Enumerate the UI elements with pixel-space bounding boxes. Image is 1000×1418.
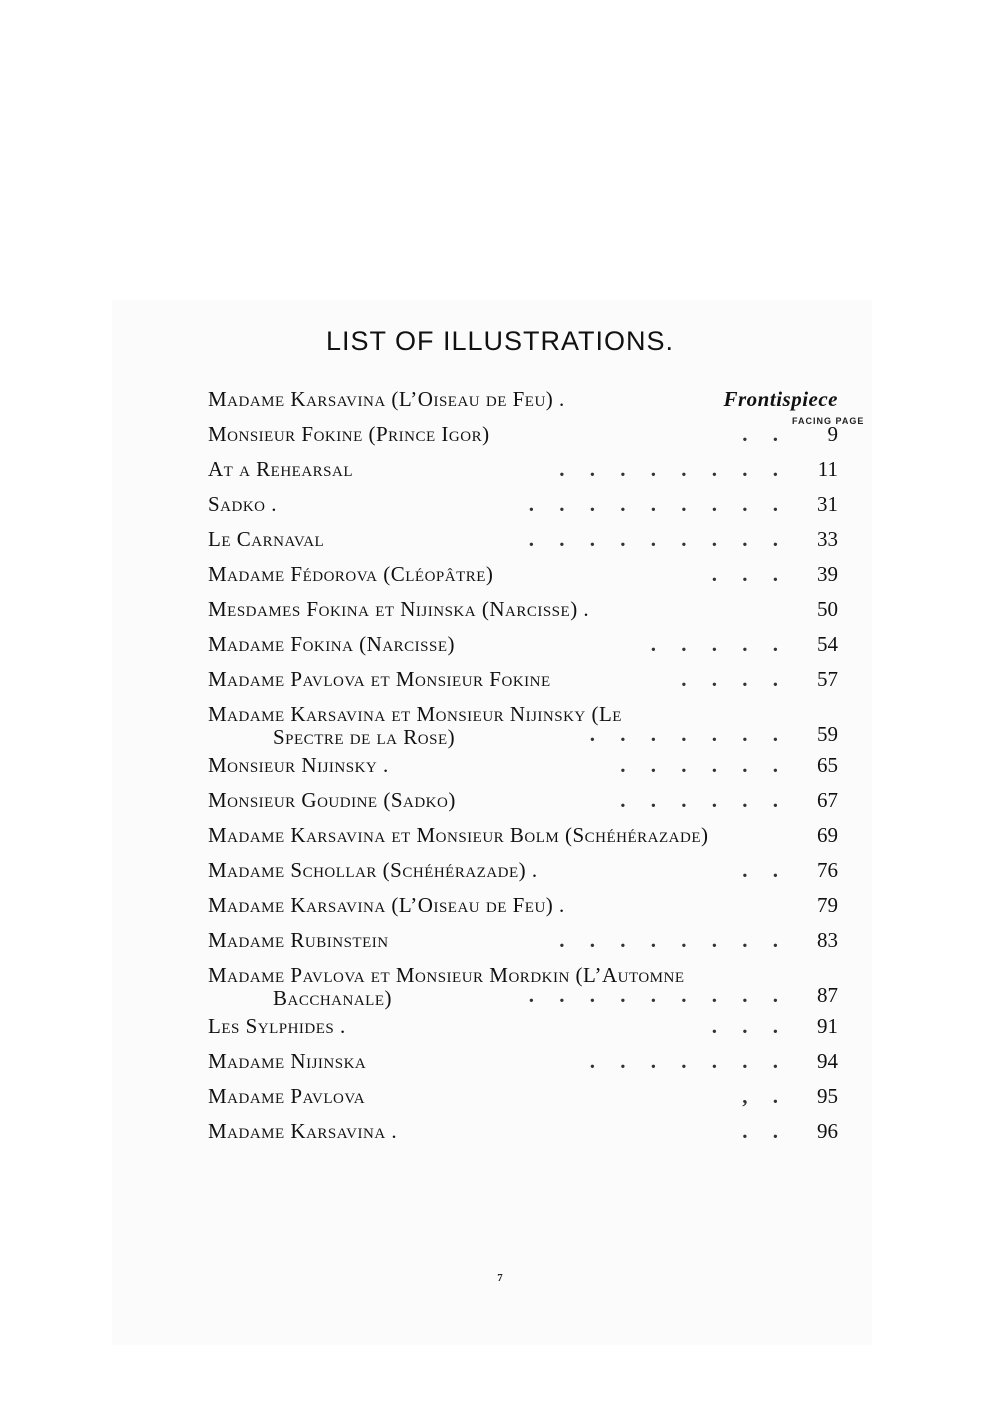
entry-title: Madame Fédorova (Cléopâtre) — [208, 562, 494, 586]
leader-dots: . . . . . . . . — [559, 457, 788, 481]
entry-title: Mesdames Fokina et Nijinska (Narcisse) . — [208, 597, 590, 621]
list-item — [208, 700, 838, 749]
list-item — [208, 630, 838, 659]
list-item — [208, 891, 838, 920]
list-item — [208, 856, 838, 885]
entry-page: 33 — [817, 527, 838, 551]
list-item — [208, 926, 838, 955]
entry-title: Les Sylphides . — [208, 1014, 346, 1038]
entry-title: Madame Karsavina (L’Oiseau de Feu) . — [208, 893, 565, 917]
entry-title-continued: Spectre de la Rose) — [273, 725, 456, 749]
entry-title: Monsieur Nijinsky . — [208, 753, 389, 777]
leader-dots: . . . . . . . . . — [528, 527, 788, 551]
entry-page: 76 — [817, 858, 838, 882]
list-item — [208, 385, 838, 414]
leader-dots: . . . . . . . — [589, 1049, 788, 1073]
leader-dots: . . . . . . . . . — [528, 983, 788, 1007]
entry-page: 94 — [817, 1049, 838, 1073]
page-number: 7 — [497, 1272, 503, 1284]
entry-page: 79 — [817, 893, 838, 917]
leader-dots: . . . . . . — [620, 753, 788, 777]
facing-page-label: FACING PAGE — [792, 416, 865, 426]
entry-page: 57 — [817, 667, 838, 691]
entry-page: 67 — [817, 788, 838, 812]
illustrations-list — [208, 385, 838, 1152]
entry-title-continued: Bacchanale) — [273, 986, 392, 1010]
list-item — [208, 751, 838, 780]
entry-title: Madame Pavlova — [208, 1084, 366, 1108]
entry-page: 95 — [817, 1084, 838, 1108]
entry-page: 69 — [817, 823, 838, 847]
list-item — [208, 525, 838, 554]
leader-dots: . . — [742, 1119, 788, 1143]
entry-page: 96 — [817, 1119, 838, 1143]
entry-page: 83 — [817, 928, 838, 952]
entry-page: 59 — [817, 722, 838, 746]
leader-dots: . . — [742, 858, 788, 882]
leader-dots: . . . . . — [650, 632, 788, 656]
entry-title: Monsieur Goudine (Sadko) — [208, 788, 456, 812]
list-item — [208, 560, 838, 589]
leader-dots: . . . . — [681, 667, 788, 691]
list-item — [208, 1012, 838, 1041]
leader-dots: . . . — [711, 562, 788, 586]
entry-page: Frontispiece — [723, 387, 838, 411]
list-item — [208, 1082, 838, 1111]
entry-title: Madame Schollar (Schéhérazade) . — [208, 858, 538, 882]
entry-title: Madame Pavlova et Monsieur Fokine — [208, 667, 551, 691]
leader-dots: . . . . . . . . . — [528, 492, 788, 516]
entry-title: Madame Karsavina et Monsieur Bolm (Schéhérazade) — [208, 823, 709, 847]
entry-title: Madame Karsavina et Monsieur Nijinsky (Le — [208, 702, 622, 726]
entry-title: Monsieur Fokine (Prince Igor) — [208, 422, 490, 446]
leader-dots: . . . . . . . . — [559, 928, 788, 952]
entry-title: Le Carnaval — [208, 527, 325, 551]
entry-title: Madame Nijinska — [208, 1049, 367, 1073]
entry-page: 91 — [817, 1014, 838, 1038]
list-item — [208, 1117, 838, 1146]
leader-dots: . . . . . . — [620, 788, 788, 812]
list-item — [208, 821, 838, 850]
entry-page: 54 — [817, 632, 838, 656]
list-item — [208, 961, 838, 1010]
entry-title: At a Rehearsal — [208, 457, 353, 481]
list-item — [208, 490, 838, 519]
leader-dots: , . — [742, 1084, 788, 1108]
leader-dots: . . . . . . . — [589, 722, 788, 746]
list-item — [208, 595, 838, 624]
entry-page: 50 — [817, 597, 838, 621]
list-item — [208, 420, 838, 449]
list-item — [208, 455, 838, 484]
entry-page: 65 — [817, 753, 838, 777]
entry-title: Madame Karsavina (L’Oiseau de Feu) . — [208, 387, 565, 411]
entry-page: 31 — [817, 492, 838, 516]
entry-page: 9 — [827, 422, 838, 446]
list-item — [208, 1047, 838, 1076]
entry-title: Madame Karsavina . — [208, 1119, 398, 1143]
leader-dots: . . . — [711, 1014, 788, 1038]
entry-title: Madame Rubinstein — [208, 928, 389, 952]
list-item — [208, 665, 838, 694]
entry-title: Sadko . — [208, 492, 278, 516]
entry-page: 39 — [817, 562, 838, 586]
page-title: LIST OF ILLUSTRATIONS. — [325, 326, 675, 356]
entry-page: 87 — [817, 983, 838, 1007]
leader-dots: . . — [742, 422, 788, 446]
entry-title: Madame Pavlova et Monsieur Mordkin (L’Automne — [208, 963, 685, 987]
entry-page: 11 — [817, 457, 838, 481]
list-item — [208, 786, 838, 815]
entry-title: Madame Fokina (Narcisse) — [208, 632, 456, 656]
